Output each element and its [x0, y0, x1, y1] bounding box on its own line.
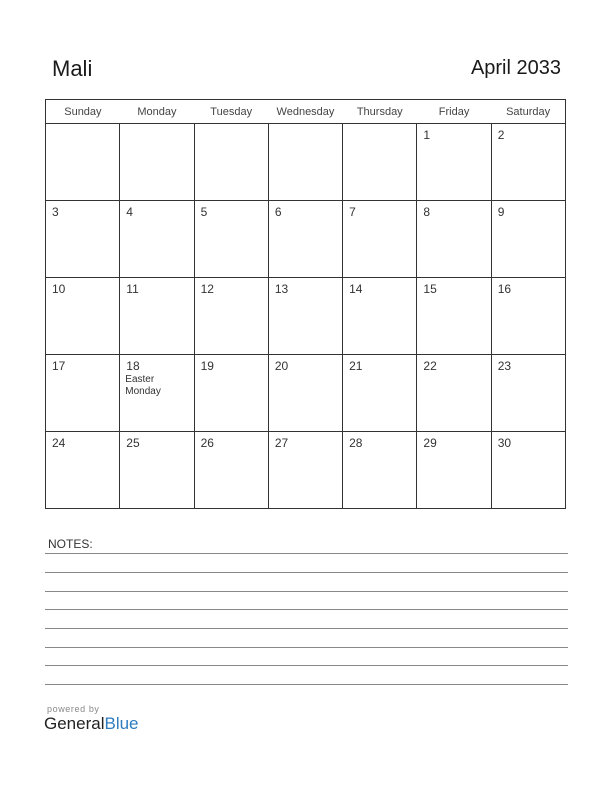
day-number: 9: [497, 205, 505, 219]
day-cell: [491, 278, 565, 355]
day-cell: [194, 432, 268, 509]
day-number: 24: [52, 436, 66, 450]
day-number: 11: [126, 282, 139, 296]
day-cell: [343, 355, 417, 432]
day-number: 1: [423, 128, 431, 142]
day-cell: [46, 278, 120, 355]
day-cell: [417, 355, 491, 432]
weekday-header-row: [46, 100, 566, 124]
day-number: 18: [126, 359, 140, 373]
day-cell: [120, 124, 194, 201]
day-cell: [268, 201, 342, 278]
day-number: 16: [497, 282, 512, 296]
calendar-week-row: [46, 124, 566, 201]
day-cell: [343, 278, 417, 355]
note-line: [45, 553, 568, 554]
day-cell: [46, 355, 120, 432]
day-cell: [343, 201, 417, 278]
weekday-sunday: Sunday: [46, 100, 120, 124]
weekday-wednesday: Wednesday: [268, 100, 342, 124]
logo-blue-text: Blue: [104, 714, 139, 733]
day-cell: [46, 432, 120, 509]
day-cell: [194, 201, 268, 278]
day-number: 17: [52, 359, 66, 373]
day-number: 8: [423, 205, 431, 219]
day-cell: [491, 355, 565, 432]
day-number: 2: [497, 128, 505, 142]
day-cell: [46, 124, 120, 201]
day-number: 7: [349, 205, 356, 219]
day-cell: [268, 278, 342, 355]
day-cell: [417, 432, 491, 509]
calendar-week-row: [46, 201, 566, 278]
day-number: 28: [349, 436, 363, 450]
calendar-body: [46, 124, 566, 509]
calendar-week-row: [46, 432, 566, 509]
day-cell: [268, 124, 342, 201]
day-number: 15: [423, 282, 437, 296]
day-cell: [120, 278, 194, 355]
calendar-week-row: [46, 278, 566, 355]
day-cell: [417, 278, 491, 355]
day-cell: [417, 124, 491, 201]
day-number: 19: [200, 359, 214, 373]
note-line: [45, 647, 568, 648]
notes-label: NOTES:: [48, 537, 93, 551]
day-cell: [120, 201, 194, 278]
day-number: 20: [274, 359, 289, 373]
month-year-title: April 2033: [470, 57, 561, 79]
generalblue-logo: [44, 714, 139, 734]
weekday-friday: Friday: [417, 100, 491, 124]
day-number: 21: [349, 359, 363, 373]
day-cell: [343, 432, 417, 509]
day-cell: [120, 355, 194, 432]
day-cell: [268, 355, 342, 432]
day-number: 27: [274, 436, 289, 450]
weekday-saturday: Saturday: [491, 100, 565, 124]
note-line: [45, 665, 568, 666]
holiday-label: Easter Monday: [125, 374, 161, 397]
day-number: 4: [126, 205, 133, 219]
powered-by-text: powered by: [47, 704, 100, 714]
note-line: [45, 572, 568, 573]
day-cell: [46, 201, 120, 278]
calendar-grid: [45, 99, 566, 509]
day-cell: [417, 201, 491, 278]
day-cell: [194, 355, 268, 432]
day-number: 30: [497, 436, 512, 450]
day-number: 6: [274, 205, 282, 219]
day-number: 26: [200, 436, 214, 450]
day-number: 3: [52, 205, 59, 219]
note-line: [45, 591, 568, 592]
day-cell: [120, 432, 194, 509]
day-number: 22: [423, 359, 437, 373]
weekday-monday: Monday: [120, 100, 194, 124]
brand-footer: [44, 704, 139, 734]
note-line: [45, 684, 568, 685]
note-line: [45, 609, 568, 610]
weekday-thursday: Thursday: [343, 100, 417, 124]
day-number: 12: [200, 282, 214, 296]
day-cell: [491, 201, 565, 278]
day-cell: [491, 124, 565, 201]
weekday-tuesday: Tuesday: [194, 100, 268, 124]
day-number: 25: [126, 436, 140, 450]
note-line: [45, 628, 568, 629]
country-title: Mali: [52, 56, 93, 81]
day-cell: [343, 124, 417, 201]
day-number: 5: [200, 205, 208, 219]
day-number: 10: [52, 282, 66, 296]
day-cell: [194, 124, 268, 201]
day-cell: [194, 278, 268, 355]
day-number: 29: [423, 436, 437, 450]
day-cell: [268, 432, 342, 509]
logo-general-text: General: [44, 714, 105, 733]
day-number: 14: [349, 282, 363, 296]
day-cell: [491, 432, 565, 509]
calendar-week-row: [46, 355, 566, 432]
day-number: 13: [274, 282, 289, 296]
day-number: 23: [497, 359, 512, 373]
